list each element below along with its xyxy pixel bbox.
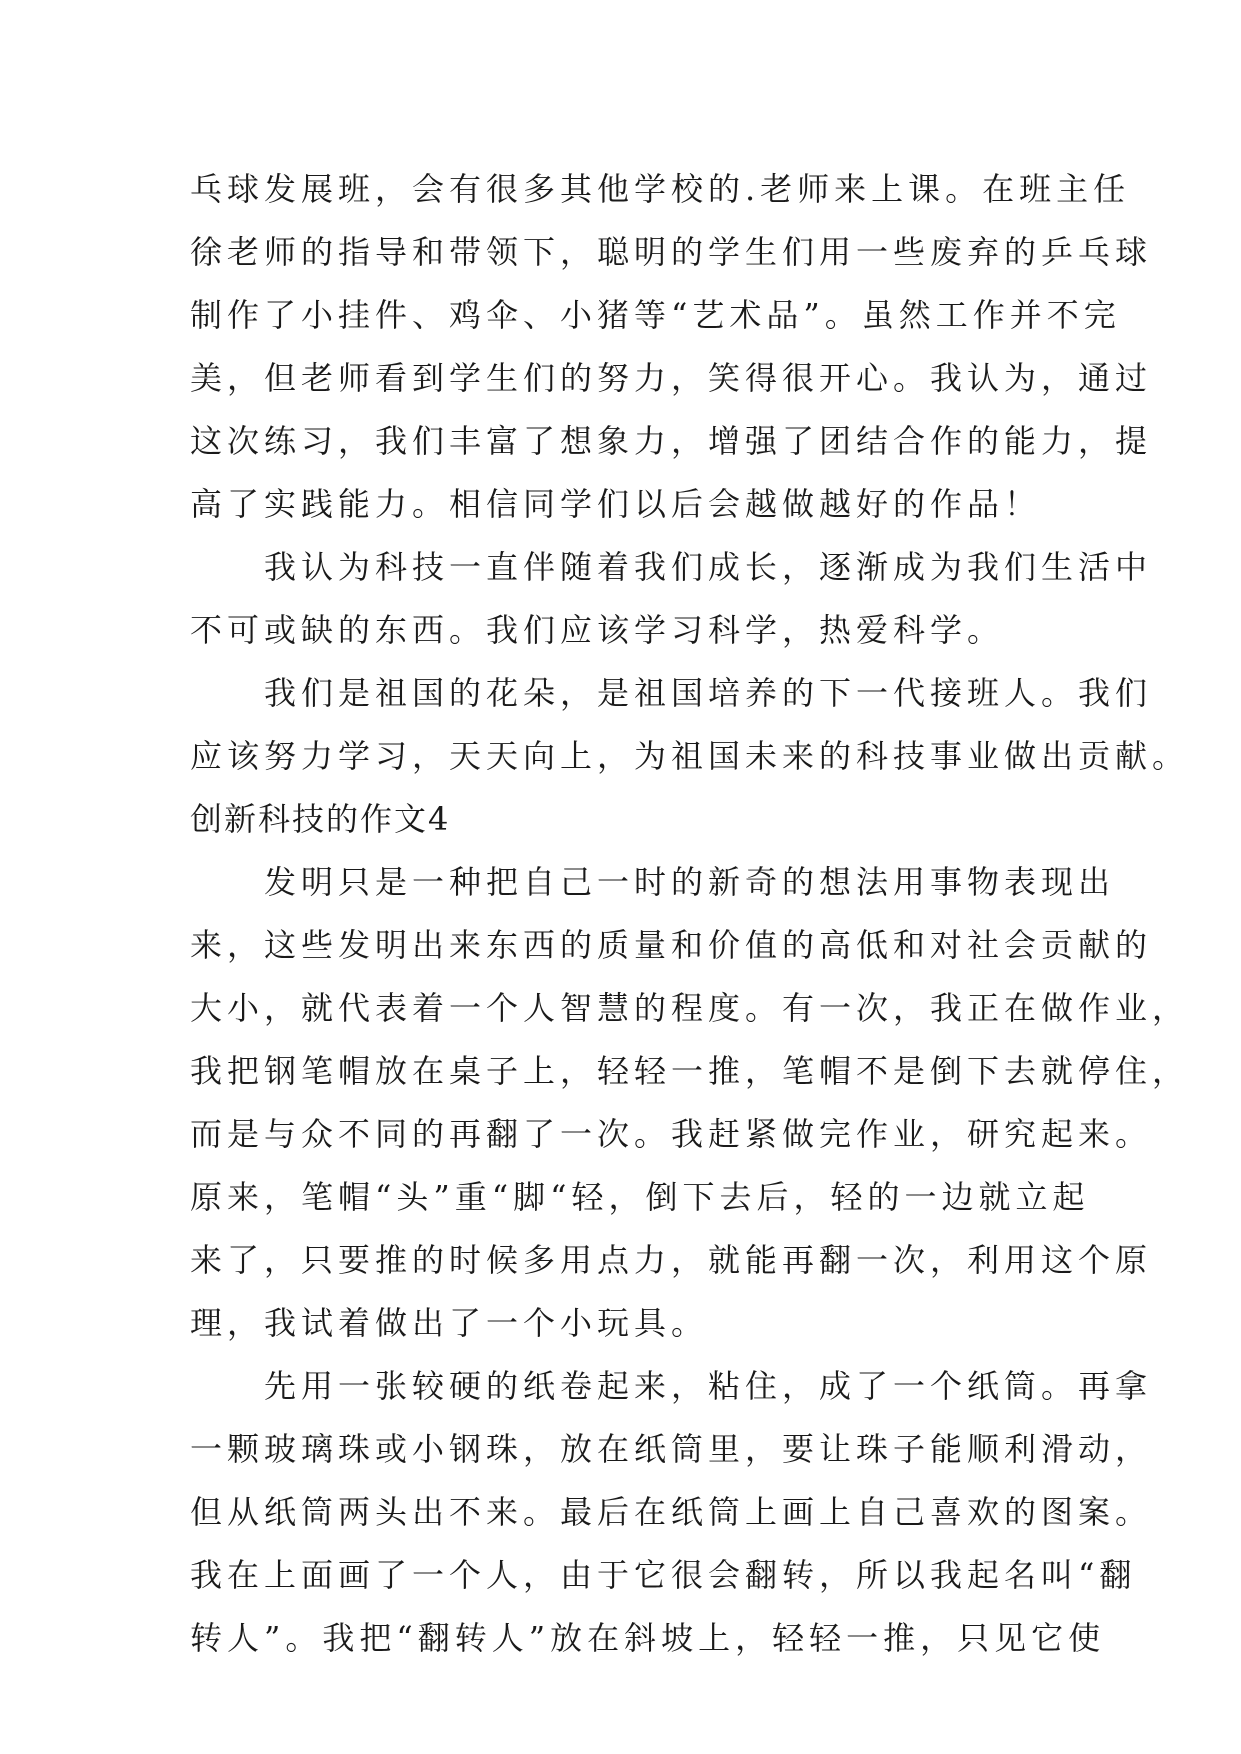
section-heading: 创新科技的作文4: [190, 800, 451, 838]
text-line: 我们是祖国的花朵，是祖国培养的下一代接班人。我们: [190, 674, 1153, 712]
text-line: 大小，就代表着一个人智慧的程度。有一次，我正在做作业，: [190, 989, 1190, 1027]
text-line: 来了，只要推的时候多用点力，就能再翻一次，利用这个原: [190, 1241, 1153, 1279]
text-line: 原来，笔帽“头”重“脚“轻，倒下去后，轻的一边就立起: [190, 1178, 1090, 1216]
text-line: 这次练习，我们丰富了想象力，增强了团结合作的能力，提: [190, 422, 1153, 460]
text-line: 来，这些发明出来东西的质量和价值的高低和对社会贡献的: [190, 926, 1153, 964]
text-line: 不可或缺的东西。我们应该学习科学，热爱科学。: [190, 611, 1005, 649]
document-body: [190, 158, 1190, 1670]
text-line: 我把钢笔帽放在桌子上，轻轻一推，笔帽不是倒下去就停住，: [190, 1052, 1190, 1090]
text-line: 一颗玻璃珠或小钢珠，放在纸筒里，要让珠子能顺利滑动，: [190, 1430, 1153, 1468]
text-line: 徐老师的指导和带领下，聪明的学生们用一些废弃的乒乓球: [190, 233, 1153, 271]
text-line: 乓球发展班，会有很多其他学校的.老师来上课。在班主任: [190, 170, 1131, 208]
text-line: 而是与众不同的再翻了一次。我赶紧做完作业，研究起来。: [190, 1115, 1153, 1153]
text-line: 我在上面画了一个人，由于它很会翻转，所以我起名叫“翻: [190, 1556, 1137, 1594]
text-line: 高了实践能力。相信同学们以后会越做越好的作品！: [190, 485, 1042, 523]
text-line: 应该努力学习，天天向上，为祖国未来的科技事业做出贡献。: [190, 737, 1190, 775]
text-line: 但从纸筒两头出不来。最后在纸筒上画上自己喜欢的图案。: [190, 1493, 1153, 1531]
text-line: 美，但老师看到学生们的努力，笑得很开心。我认为，通过: [190, 359, 1153, 397]
text-line: 我认为科技一直伴随着我们成长，逐渐成为我们生活中: [190, 548, 1153, 586]
text-line: 发明只是一种把自己一时的新奇的想法用事物表现出: [190, 863, 1116, 901]
text-line: 转人”。我把“翻转人”放在斜坡上，轻轻一推，只见它使: [190, 1619, 1106, 1657]
text-line: 理，我试着做出了一个小玩具。: [190, 1304, 709, 1342]
text-line: 先用一张较硬的纸卷起来，粘住，成了一个纸筒。再拿: [190, 1367, 1153, 1405]
text-line: 制作了小挂件、鸡伞、小猪等“艺术品”。虽然工作并不完: [190, 296, 1121, 334]
